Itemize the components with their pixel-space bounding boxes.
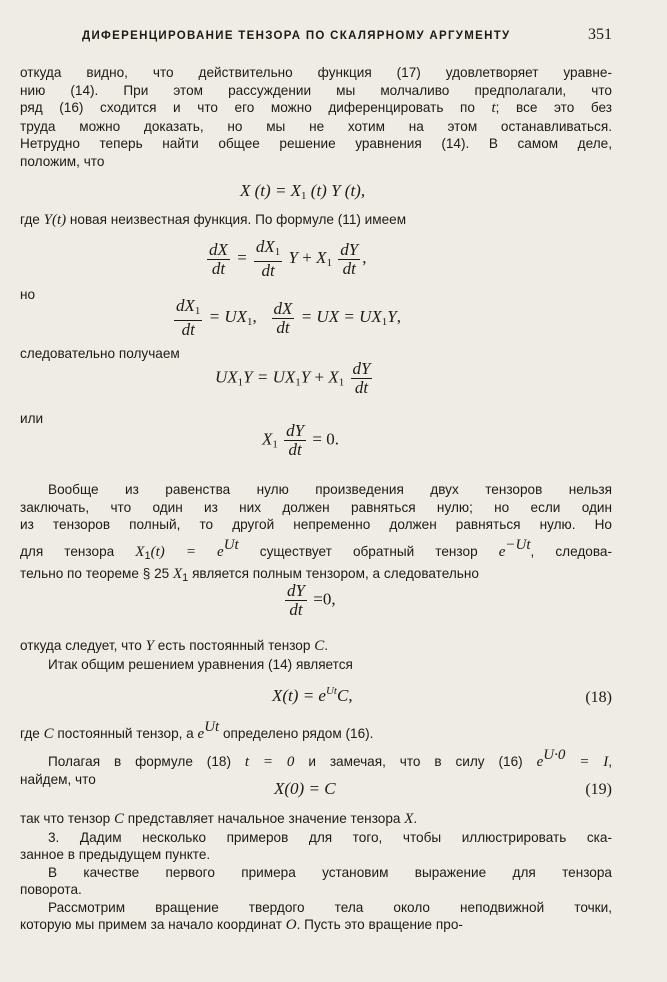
text-no: но <box>20 287 36 302</box>
equation-number-18: (18) <box>585 689 612 706</box>
text-ili: или <box>20 411 44 426</box>
equation-18: $X(t) = e^{Ut}C$, <box>272 685 353 705</box>
text-otkuda: откуда следует, что Y есть постоянный тензор C. Итак общим решением уравнения (14) является <box>20 638 353 672</box>
text-line: труда можно доказать, но мы не хотим на этом останавливаться. <box>20 118 612 134</box>
text-line: 3. Дадим несколько примеров для того, чтобы иллюстрировать ска- <box>48 829 612 845</box>
equation-derivatives: $\frac{dX_1}{dt}$ = $UX_1$, $\frac{dX}{dt}$ = UX = $UX_1Y$, <box>176 296 401 339</box>
text-line: положим, что <box>20 153 105 169</box>
text-line: из тензоров полный, то другой непременно должен равняться нулю. Но <box>20 517 612 532</box>
text-line: Рассмотрим вращение твердого тела около неподвижной точки, <box>48 899 612 915</box>
paragraph-3-5 <box>20 810 612 935</box>
text-line: поворота. <box>20 882 82 897</box>
text-line: так что тензор C представляет начальное значение тензора X. <box>20 811 418 827</box>
text-line: заключать, что один из них должен равняться нулю; но если один <box>20 499 612 515</box>
equation-zero: $X_1$ $\frac{dY}{dt}$ = 0. <box>262 421 339 459</box>
equation-19: X(0) = C <box>274 779 336 798</box>
text-line: В качестве первого примера установим выражение для тензора <box>48 864 612 880</box>
text-where-y: где Y(t) новая неизвестная функция. По формуле (11) имеем <box>20 212 407 228</box>
page-number: 351 <box>588 26 612 43</box>
equation-product-rule: $\frac{dX}{dt}$ = $\frac{dX_1}{dt}$ $Y + X_1$ $\frac{dY}{dt}$ , <box>209 237 367 280</box>
text-line: откуда видно, что действительно функция (17) удовлетворяет уравне- <box>20 65 612 80</box>
equation-substitution: X $(t) = X_1$ (t) Y (t), <box>240 181 366 202</box>
text-line: нию (14). При этом рассуждении мы молчаливо предполагали, что <box>20 82 612 98</box>
header-title: ДИФЕРЕНЦИРОВАНИЕ ТЕНЗОРА ПО СКАЛЯРНОМУ АРГУМЕНТУ <box>82 30 511 42</box>
text-line: для тензора $X_1(t) = e^{Ut}$ существует обратный тензор $e^{-Ut}$, следова- <box>20 536 613 562</box>
text-gde-c: где C постоянный тензор, а $e^{Ut}$ определено рядом (16). Полагая в формуле (18) t = 0 и замечая, что в силу (16) $e^{U\cdot 0} = I$, найдем, что <box>20 719 613 787</box>
paragraph-2 <box>20 481 612 588</box>
text-line: Вообще из равенства нулю произведения двух тензоров нельзя <box>48 482 612 497</box>
equation-result: $UX_1Y = UX_1Y + X_1$ $\frac{dY}{dt}$ <box>215 359 371 397</box>
text-sledovatelno: следовательно получаем <box>20 346 180 361</box>
text-line: тельно по теореме § 25 $X_1$ является полным тензором, а следовательно <box>20 566 479 584</box>
text-line: занное в предыдущем пункте. <box>20 847 211 862</box>
equation-number-19: (19) <box>585 781 612 798</box>
equation-dydt-zero: $\frac{dY}{dt}$ =0, <box>287 581 336 619</box>
running-header <box>20 26 612 48</box>
text-line: ряд (16) сходится и что его можно диференцировать по t; все это без <box>20 100 612 116</box>
paragraph-1 <box>20 64 612 170</box>
text-line: Нетрудно теперь найти общее решение уравнения (14). В самом деле, <box>20 136 612 151</box>
text-line: которую мы примем за начало координат O. Пусть это вращение про- <box>20 917 463 933</box>
